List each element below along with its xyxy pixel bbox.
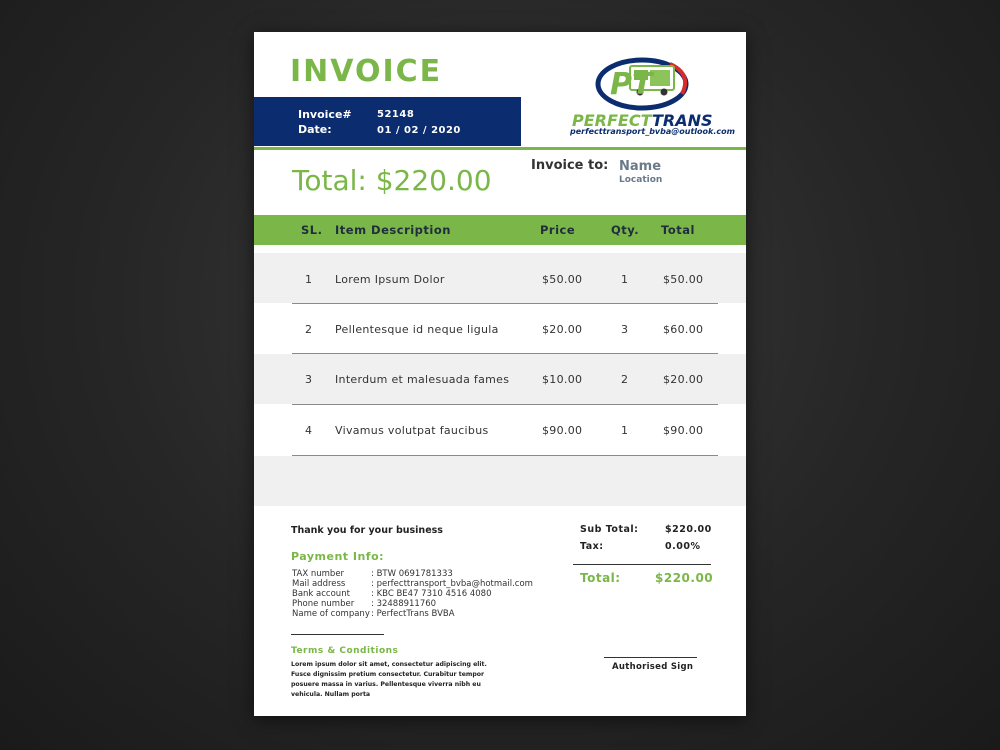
company-email: perfecttransport_bvba@outlook.com xyxy=(570,127,735,136)
row-description: Pellentesque id neque ligula xyxy=(335,323,499,336)
payment-info-title: Payment Info: xyxy=(291,550,385,563)
row-total: $50.00 xyxy=(663,273,704,286)
row-qty: 1 xyxy=(621,424,629,437)
payment-divider xyxy=(291,634,384,635)
payment-value: : perfecttransport_bvba@hotmail.com xyxy=(371,579,533,589)
col-header-qty: Qty. xyxy=(611,223,640,237)
payment-label: TAX number xyxy=(292,569,345,579)
col-header-sl: SL. xyxy=(301,223,323,237)
date-value: 01 / 02 / 2020 xyxy=(377,125,461,136)
terms-text: Lorem ipsum dolor sit amet, consectetur adipiscing elit. Fusce dignissim pretium consectetur. Curabitur tempor posuere massa in varius. Pellentesque viverra nibh eu vehicula. Nullam porta xyxy=(291,661,487,698)
row-price: $10.00 xyxy=(542,373,583,386)
payment-label: Bank account xyxy=(292,589,350,599)
invoice-total-amount: $220.00 xyxy=(375,164,492,197)
payment-value: : BTW 0691781333 xyxy=(371,569,453,579)
row-sl: 2 xyxy=(305,323,313,336)
row-total: $90.00 xyxy=(663,424,704,437)
row-sl: 1 xyxy=(305,273,313,286)
invoice-meta-band xyxy=(254,97,521,146)
logo-name-perfect: PERFECT xyxy=(572,111,652,130)
invoice-number-label: Invoice# xyxy=(298,108,352,121)
row-total: $20.00 xyxy=(663,373,704,386)
thank-you-note: Thank you for your business xyxy=(291,525,443,536)
row-total: $60.00 xyxy=(663,323,704,336)
row-sl: 3 xyxy=(305,373,313,386)
header-divider xyxy=(254,147,746,150)
col-header-price: Price xyxy=(540,223,576,237)
row-sl: 4 xyxy=(305,424,313,437)
logo-initials: PT xyxy=(610,67,653,102)
terms-title: Terms & Conditions xyxy=(291,646,399,656)
summary-divider xyxy=(573,564,711,565)
invoice-title: INVOICE xyxy=(290,54,443,89)
tax-value: 0.00% xyxy=(665,541,701,552)
tax-label: Tax: xyxy=(580,541,604,552)
payment-value: : PerfectTrans BVBA xyxy=(371,609,455,619)
invoice-total-label: Total: xyxy=(292,164,367,197)
client-name: Name xyxy=(619,159,662,174)
invoice-number-value: 52148 xyxy=(377,109,415,120)
row-price: $50.00 xyxy=(542,273,583,286)
row-description: Lorem Ipsum Dolor xyxy=(335,273,445,286)
grand-total-label: Total: xyxy=(580,571,621,585)
authorised-sign-label: Authorised Sign xyxy=(612,662,694,672)
logo-name-trans: TRANS xyxy=(652,111,713,130)
col-header-total: Total xyxy=(661,223,695,237)
payment-value: : 32488911760 xyxy=(371,599,437,609)
row-qty: 2 xyxy=(621,373,629,386)
grand-total-value: $220.00 xyxy=(655,571,714,585)
row-description: Interdum et malesuada fames xyxy=(335,373,510,386)
row-description: Vivamus volutpat faucibus xyxy=(335,424,489,437)
row-price: $90.00 xyxy=(542,424,583,437)
subtotal-label: Sub Total: xyxy=(580,524,639,535)
payment-value: : KBC BE47 7310 4516 4080 xyxy=(371,589,492,599)
signature-line xyxy=(604,657,697,658)
payment-label: Name of company xyxy=(292,609,370,619)
payment-label: Mail address xyxy=(292,579,346,589)
col-header-description: Item Description xyxy=(335,223,451,237)
row-qty: 3 xyxy=(621,323,629,336)
row-qty: 1 xyxy=(621,273,629,286)
invoice-to-label: Invoice to: xyxy=(531,158,609,173)
payment-label: Phone number xyxy=(292,599,355,609)
date-label: Date: xyxy=(298,123,332,136)
row-price: $20.00 xyxy=(542,323,583,336)
subtotal-value: $220.00 xyxy=(665,524,712,535)
invoice-total xyxy=(292,164,492,197)
client-location: Location xyxy=(619,175,663,185)
invoice-page xyxy=(254,32,746,716)
table-row-empty xyxy=(254,456,746,506)
